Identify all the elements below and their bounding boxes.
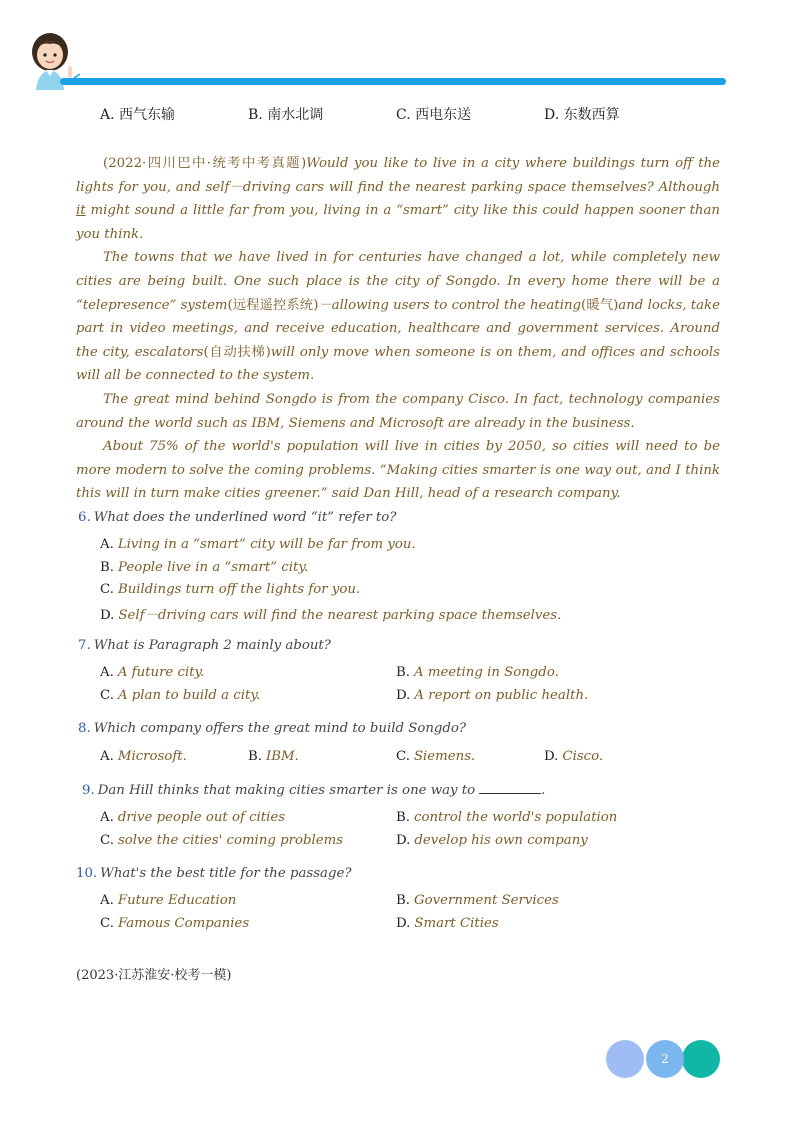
header-bar <box>60 78 726 85</box>
question-6: 6. What does the underlined word “it” refer to? <box>78 510 397 525</box>
q9-option-c[interactable]: C. solve the cities' coming problems <box>100 833 344 848</box>
q9-option-b[interactable]: B. control the world's population <box>396 810 618 825</box>
q8-option-c[interactable]: C. Siemens. <box>396 749 476 764</box>
question-10: 10. What's the best title for the passage? <box>76 866 352 881</box>
q10-option-c[interactable]: C. Famous Companies <box>100 916 250 931</box>
answer-blank[interactable] <box>479 782 541 794</box>
q6-option-d[interactable]: D. Self－driving cars will find the nearest parking space themselves. <box>100 608 562 623</box>
passage-source: (2022·四川巴中·统考中考真题) <box>103 156 307 171</box>
next-passage-source: (2023·江苏淮安·校考一模) <box>76 968 232 983</box>
q8-option-d[interactable]: D. Cisco. <box>544 749 604 764</box>
q10-option-a[interactable]: A. Future Education <box>100 893 237 908</box>
q7-option-a[interactable]: A. A future city. <box>100 665 205 680</box>
paragraph-3: The great mind behind Songdo is from the company Cisco. In fact, technology companies around the world such as IBM, Siemens and Microsoft are already in the business. <box>76 391 720 431</box>
question-9: 9. Dan Hill thinks that making cities smarter is one way to . <box>82 783 546 798</box>
top-option-c: C. 西电东送 <box>396 107 472 123</box>
q8-option-b[interactable]: B. IBM. <box>248 749 299 764</box>
q7-option-c[interactable]: C. A plan to build a city. <box>100 688 261 703</box>
paragraph-4: About 75% of the world's population will live in cities by 2050, so cities will need to be more modern to solve the coming problems. “Making cities smarter is one way out, and I think this will in turn make cities greener.” said Dan Hill, head of a research company. <box>76 439 720 502</box>
top-option-b: B. 南水北调 <box>248 107 324 123</box>
reading-passage <box>76 152 720 506</box>
q6-option-b[interactable]: B. People live in a “smart” city. <box>100 560 309 575</box>
top-option-d: D. 东数西算 <box>544 107 620 123</box>
q9-option-a[interactable]: A. drive people out of cities <box>100 810 286 825</box>
paragraph-2: The towns that we have lived in for centuries have changed a lot, while completely new cities are being built. One such place is the city of Songdo. In every home there will be a “telepresence” system(远程遥控系统)－allowing users to control the heating(暖气)and locks, take part in video meetings, and receive education, healthcare and government services. Around the city, escalators(自动扶梯)will only move when someone is on them, and offices and schools will all be connected to the system. <box>76 250 720 384</box>
paragraph-1: (2022·四川巴中·统考中考真题)Would you like to live in a city where buildings turn off the lights for you, and self－driving cars will find the nearest parking space themselves? Although it might sound a little far from you, living in a “smart” city like this could happen sooner than you think. <box>76 156 720 242</box>
page-circle-left <box>606 1040 644 1078</box>
q6-option-c[interactable]: C. Buildings turn off the lights for you. <box>100 582 361 597</box>
q10-option-b[interactable]: B. Government Services <box>396 893 559 908</box>
underlined-word-it: it <box>76 203 86 219</box>
q10-option-d[interactable]: D. Smart Cities <box>396 916 499 931</box>
q7-option-b[interactable]: B. A meeting in Songdo. <box>396 665 559 680</box>
page-circle-right <box>682 1040 720 1078</box>
question-7: 7. What is Paragraph 2 mainly about? <box>78 638 331 653</box>
question-8: 8. Which company offers the great mind to build Songdo? <box>78 721 467 736</box>
top-option-a: A. 西气东输 <box>100 107 176 123</box>
page-indicator <box>606 1040 722 1080</box>
q9-option-d[interactable]: D. develop his own company <box>396 833 588 848</box>
q7-option-d[interactable]: D. A report on public health. <box>396 688 589 703</box>
page-number: 2 <box>646 1040 684 1078</box>
q6-option-a[interactable]: A. Living in a “smart” city will be far from you. <box>100 537 416 552</box>
q8-option-a[interactable]: A. Microsoft. <box>100 749 187 764</box>
